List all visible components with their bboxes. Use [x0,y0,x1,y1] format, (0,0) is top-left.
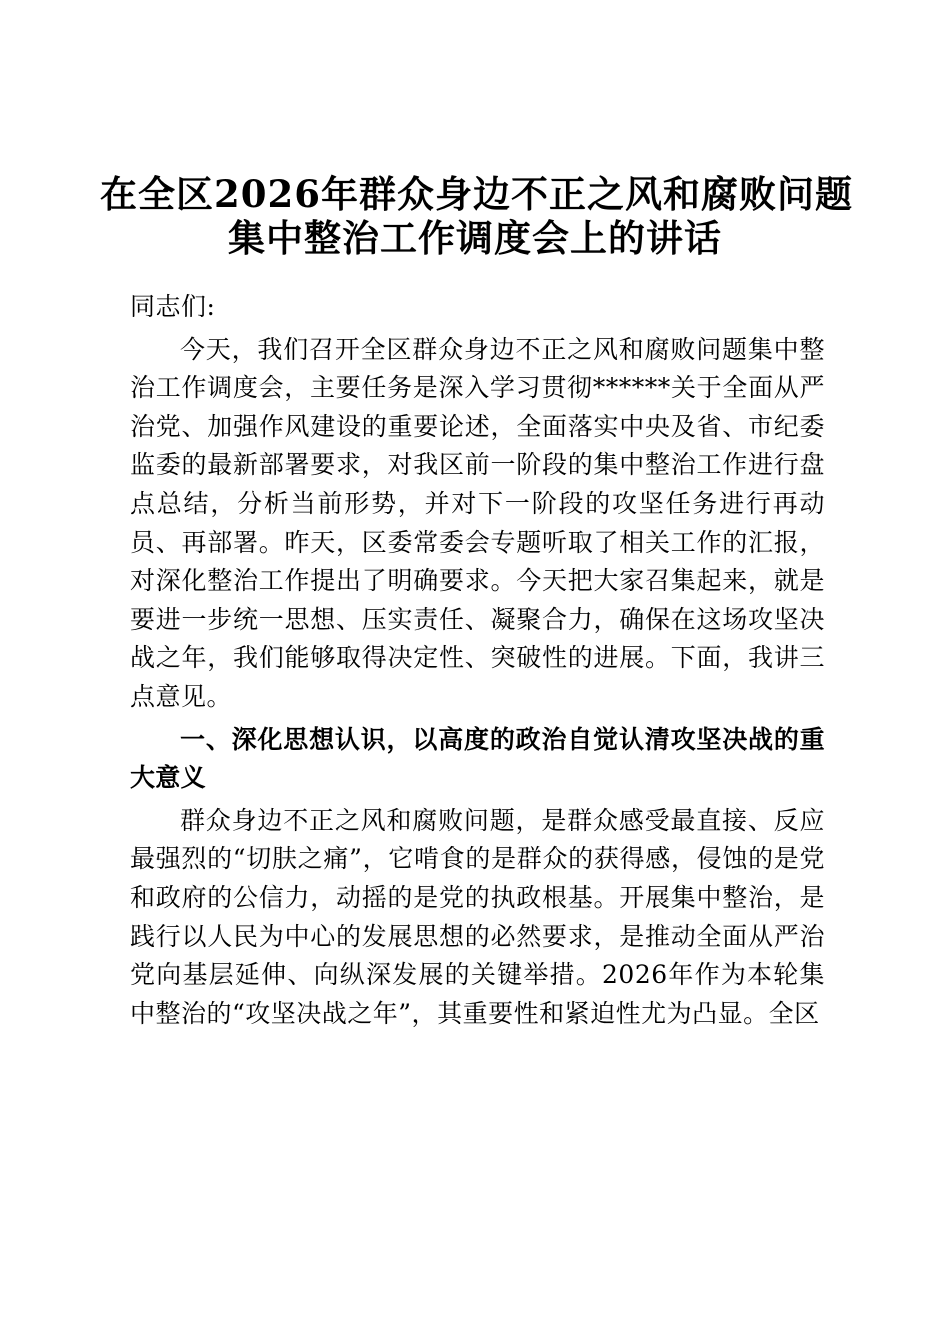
section-1-paragraph: 群众身边不正之风和腐败问题，是群众感受最直接、反应最强烈的“切肤之痛”，它啃食的是群众的获得感，侵蚀的是党和政府的公信力，动摇的是党的执政根基。开展集中整治，是践行以人民为中心的发展思想的必然要求，是推动全面从严治党向基层延伸、向纵深发展的关键举措。2026年作为本轮集中整治的“攻坚决战之年”，其重要性和紧迫性尤为凸显。全区 [130,805,825,1028]
document-title-line-2: 集中整治工作调度会上的讲话 [228,216,722,260]
salutation: 同志们: [130,292,216,321]
document-title-line-1: 在全区2026年群众身边不正之风和腐败问题 [100,172,853,216]
document-body [130,288,825,1033]
section-heading-1: 一、深化思想认识，以高度的政治自觉认清攻坚决战的重大意义 [130,724,825,793]
opening-paragraph: 今天，我们召开全区群众身边不正之风和腐败问题集中整治工作调度会，主要任务是深入学习贯彻******关于全面从严治党、加强作风建设的重要论述，全面落实中央及省、市纪委监委的最新部署要求，对我区前一阶段的集中整治工作进行盘点总结，分析当前形势，并对下一阶段的攻坚任务进行再动员、再部署。昨天，区委常委会专题听取了相关工作的汇报，对深化整治工作提出了明确要求。今天把大家召集起来，就是要进一步统一思想、压实责任、凝聚合力，确保在这场攻坚决战之年，我们能够取得决定性、突破性的进展。下面，我讲三点意见。 [130,334,825,711]
